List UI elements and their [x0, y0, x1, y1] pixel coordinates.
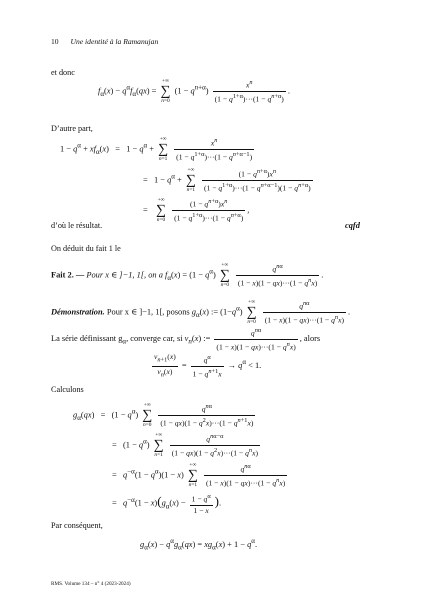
- text-par-consequent: Par conséquent,: [51, 521, 103, 530]
- text-on-deduit: On déduit du fait 1 le: [51, 244, 121, 253]
- page-number: 10: [51, 37, 59, 46]
- running-title: Une identité à la Ramanujan: [70, 37, 159, 46]
- fait-2-text: Pour x ∈ ]−1, 1[, on a: [86, 270, 163, 280]
- fait-2-statement: Fait 2. — Pour x ∈ ]−1, 1[, on a $f_\alpha(x) = (1 - q^\alpha)$ +∞ ∑ n=0 $\frac{q^{n\alpha}}{(1 - x)(1 - qx)\cdot\cdot\cdot(1 - q^nx)}$ .: [51, 262, 324, 288]
- equation-3-line-1: $g_\alpha(qx) = (1 - q^\alpha)$ +∞ ∑ n=0 $\frac{q^{n\alpha}}{(1 - qx)(1 - q^2x)\cdot\cdot\cdot(1 - q^{n+1}x)}$: [73, 402, 254, 428]
- serie-text: La série définissant g: [51, 333, 123, 343]
- equation-2-line-1: $1 - q^\alpha + xf_\alpha(x) = 1 - q^\alpha$ + +∞ ∑ n=1 $\frac{x^n}{(1 - q^{1+\alpha})\cdot\cdot\cdot(1 - q^{n+\alpha-1})}$: [60, 136, 253, 162]
- equation-4: $g_\alpha(x) - q^\alpha g_\alpha(qx) = xg_\alpha(x) + 1 - q^\alpha$.: [140, 537, 258, 552]
- equation-3-line-3: = $q^{-\alpha}(1 - q^\alpha)(1 - x)$ +∞ ∑ n=1 $\frac{q^{n\alpha}}{(1 - x)(1 - qx)\cdot\cdot\cdot(1 - q^nx)}$: [112, 462, 286, 488]
- demonstration-line: Démonstration. Pour x ∈ ]−1, 1[, posons $g_\alpha(x)$ := $(1-q^\alpha)$ +∞ ∑ n=0 $\frac{q^{n\alpha}}{(1 - x)(1 - qx)\cdot\cdot\cdot(1 - q^nx)}$ .: [51, 299, 351, 325]
- ratio-equation: $\frac{v_{n+1}(x)}{v_n(x)}$ = $\frac{q^\alpha}{1 - q^{n+1}x}$ → $q^\alpha < 1$.: [154, 352, 262, 379]
- text-dautre-part: D’autre part,: [51, 124, 93, 133]
- serie-alors: , alors: [299, 333, 321, 343]
- equation-2-line-3: = +∞ ∑ n=0 $\frac{(1 - q^{n+\alpha})x^n}{(1 - q^{1+\alpha})\cdot\cdot\cdot(1 - q^{n+\alpha})}$ ,: [143, 197, 250, 223]
- fait-2-label: Fait 2. —: [51, 270, 85, 280]
- page-header: [51, 37, 158, 46]
- cqfd-mark: cqfd: [345, 221, 360, 230]
- equation-3-line-2: = $(1 - q^\alpha)$ +∞ ∑ n=1 $\frac{q^{n\alpha-\alpha}}{(1 - qx)(1 - q^2x)\cdot\cdot\cdot(1 - q^nx)}$: [112, 432, 258, 458]
- equation-3-line-4: = $q^{-\alpha}(1 - x)(g_\alpha(x)$ − $\frac{1 - q^\alpha}{1 - x}$ ).: [112, 493, 222, 515]
- demo-label: Démonstration.: [51, 307, 105, 317]
- serie-line: La série définissant $g_\alpha$, converge car, si $v_n(x)$ := $\frac{q^{n\alpha}}{(1 - x)(1 - qx)\cdot\cdot\cdot(1 - q^nx)}$ , alors: [51, 327, 321, 352]
- demo-text: Pour x ∈ ]−1, 1[, posons: [106, 307, 190, 317]
- equation-2-line-2: = $1 - q^\alpha$ + +∞ ∑ n=1 $\frac{(1 - q^{n+\alpha})x^n}{(1 - q^{1+\alpha})\cdot\cdot\cdot(1 - q^{n+\alpha-1})(1 - q^{n+\alpha})}$: [143, 167, 311, 193]
- text-dou: d’où le résultat.: [51, 221, 103, 230]
- equation-1: $f_\alpha(x) - q^\alpha f_\alpha(qx)$ = +∞ ∑ n=0 $(1 - q^{n+\alpha})$ $\frac{x^n}{(1 - q^{1+\alpha})\cdot\cdot\cdot(1 - q^{n+\alpha})}$ .: [98, 78, 290, 104]
- serie-text-2: , converge car, si: [126, 333, 183, 343]
- page-footer: RMS. Volume 134 – n° 4 (2023-2024): [51, 581, 131, 587]
- text-calculons: Calculons: [51, 385, 84, 394]
- text-et-donc: et donc: [51, 68, 75, 77]
